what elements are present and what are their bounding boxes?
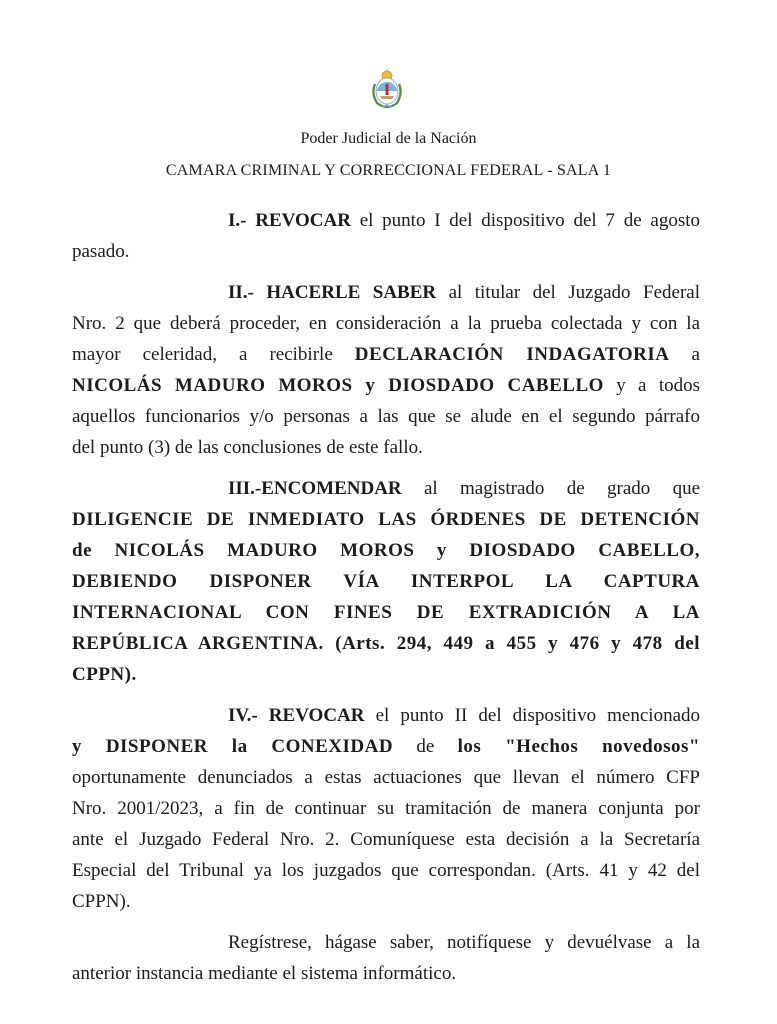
coat-of-arms-icon (370, 66, 404, 110)
bold-text: NICOLÁS MADURO MOROS y DIOSDADO CABELLO (72, 375, 604, 396)
point-1-heading: I.- REVOCAR (228, 210, 351, 231)
text-span: al titular del Juzgado Federal (436, 282, 700, 303)
paragraph-3-line (72, 473, 700, 504)
court-heading: CAMARA CRIMINAL Y CORRECCIONAL FEDERAL - SALA 1 (165, 162, 612, 179)
paragraph-4-line: ante el Juzgado Federal Nro. 2. Comuníquese esta decisión a la Secretaría (72, 829, 700, 850)
paragraph-5-line: Regístrese, hágase saber, notifíquese y devuélvase a la (228, 932, 700, 953)
paragraph-1-line: pasado. (72, 241, 130, 262)
bold-text: los "Hechos novedosos" (457, 736, 700, 757)
text-span: al magistrado de grado que (401, 478, 700, 499)
bold-text: y DISPONER la CONEXIDAD (72, 736, 394, 757)
paragraph-2-line (72, 277, 700, 308)
paragraph-2-line: aquellos funcionarios y/o personas a las que se alude en el segundo párrafo (72, 406, 700, 427)
paragraph-2-line (72, 370, 700, 401)
paragraph-3-line: INTERNACIONAL CON FINES DE EXTRADICIÓN A LA (72, 602, 700, 623)
paragraph-3-line: DILIGENCIE DE INMEDIATO LAS ÓRDENES DE DETENCIÓN (72, 509, 700, 530)
point-3-heading: III.-ENCOMENDAR (228, 478, 402, 499)
text-span: y a todos (603, 375, 700, 396)
paragraph-4-line: oportunamente denunciados a estas actuaciones que llevan el número CFP (72, 767, 700, 788)
paragraph-3-line: REPÚBLICA ARGENTINA. (Arts. 294, 449 a 455 y 476 y 478 del (72, 633, 700, 654)
paragraph-3-line: de NICOLÁS MADURO MOROS y DIOSDADO CABELLO, (72, 540, 700, 561)
text-span: a (669, 344, 700, 365)
paragraph-4-line: Especial del Tribunal ya los juzgados que correspondan. (Arts. 41 y 42 del (72, 860, 700, 881)
paragraph-4-line: Nro. 2001/2023, a fin de continuar su tramitación de manera conjunta por (72, 798, 700, 819)
paragraph-4-line (72, 731, 700, 762)
paragraph-2-line: Nro. 2 que deberá proceder, en consideración a la prueba colectada y con la (72, 313, 700, 334)
paragraph-2-line (72, 339, 700, 370)
paragraph-2-line: del punto (3) de las conclusiones de este fallo. (72, 437, 423, 458)
text-span: el punto II del dispositivo mencionado (364, 705, 701, 726)
point-4-heading: IV.- REVOCAR (228, 705, 365, 726)
bold-text: DECLARACIÓN INDAGATORIA (354, 344, 670, 365)
point-2-heading: II.- HACERLE SABER (228, 282, 437, 303)
paragraph-5-line: anterior instancia mediante el sistema informático. (72, 963, 457, 984)
paragraph-3-line: DEBIENDO DISPONER VÍA INTERPOL LA CAPTURA (72, 571, 700, 592)
paragraph-3-line: CPPN). (72, 664, 137, 685)
paragraph-4-line (72, 700, 700, 731)
resolution-body (72, 205, 700, 989)
institution-heading: Poder Judicial de la Nación (300, 130, 477, 147)
text-span: de (393, 736, 458, 757)
paragraph-4-line: CPPN). (72, 891, 131, 912)
text-span: mayor celeridad, a recibirle (72, 344, 355, 365)
text-span: el punto I del dispositivo del 7 de agosto (350, 210, 700, 231)
paragraph-1-line (72, 205, 700, 236)
